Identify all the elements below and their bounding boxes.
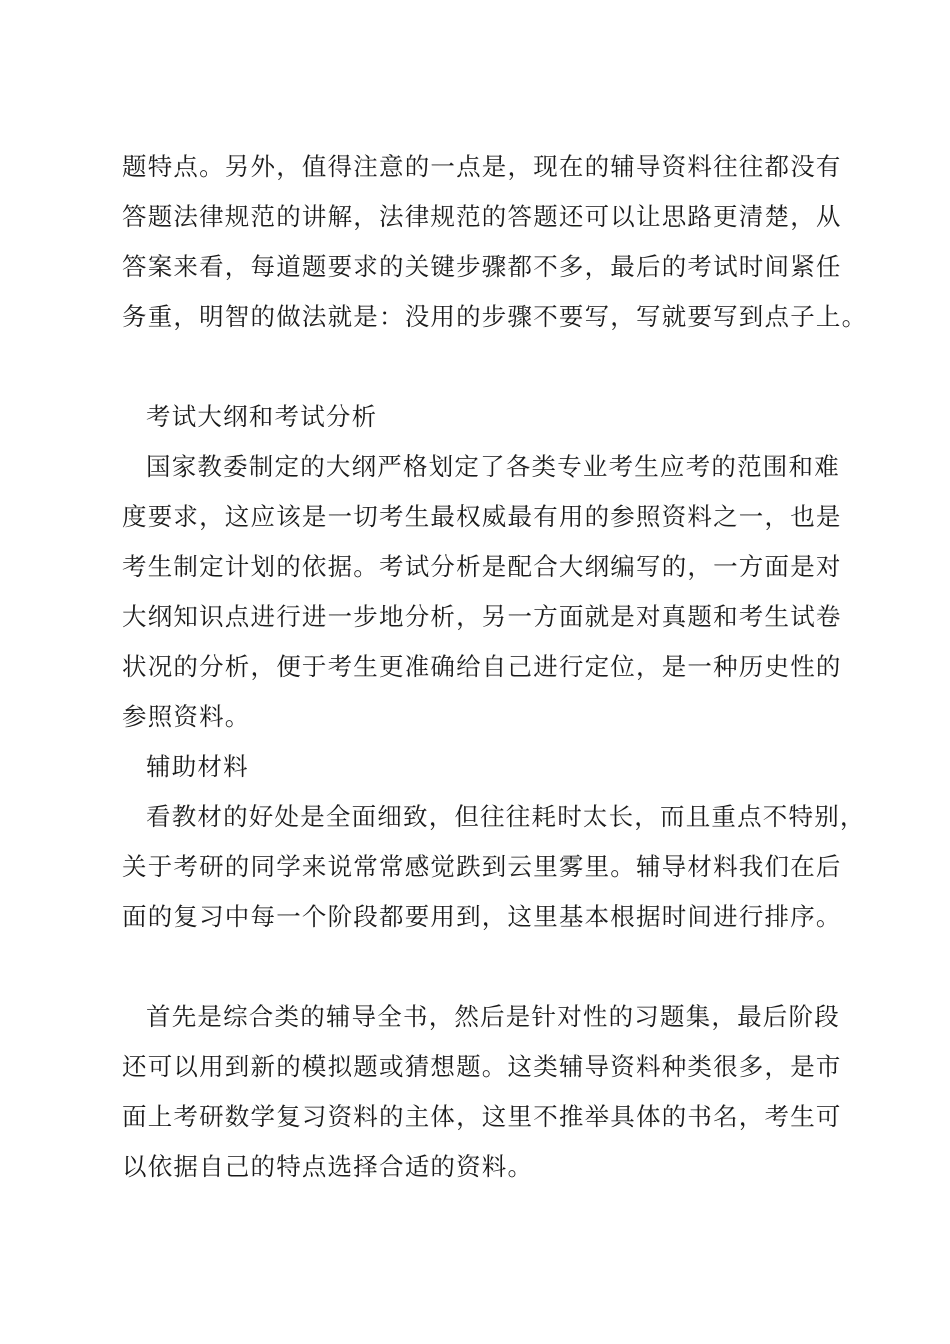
text-line: 关于考研的同学来说常常感觉跌到云里雾里。辅导材料我们在后 [122, 852, 842, 881]
text-line: 首先是综合类的辅导全书，然后是针对性的习题集，最后阶段 [146, 1002, 840, 1031]
text-line: 还可以用到新的模拟题或猜想题。这类辅导资料种类很多，是市 [122, 1052, 842, 1081]
section-heading: 辅助材料 [146, 752, 249, 781]
text-line: 度要求，这应该是一切考生最权威最有用的参照资料之一，也是 [122, 502, 842, 531]
text-line: 答题法律规范的讲解，法律规范的答题还可以让思路更清楚，从 [122, 202, 842, 231]
text-line: 以依据自己的特点选择合适的资料。 [122, 1152, 534, 1181]
text-line: 面的复习中每一个阶段都要用到，这里基本根据时间进行排序。 [122, 902, 842, 931]
text-line: 答案来看，每道题要求的关键步骤都不多，最后的考试时间紧任 [122, 252, 842, 281]
text-line: 看教材的好处是全面细致，但往往耗时太长，而且重点不特别， [146, 802, 866, 831]
text-line: 面上考研数学复习资料的主体，这里不推举具体的书名，考生可 [122, 1102, 842, 1131]
text-line: 国家教委制定的大纲严格划定了各类专业考生应考的范围和难 [146, 452, 840, 481]
text-line: 务重，明智的做法就是：没用的步骤不要写，写就要写到点子上。 [122, 302, 868, 331]
text-line: 大纲知识点进行进一步地分析，另一方面就是对真题和考生试卷 [122, 602, 842, 631]
text-line: 状况的分析，便于考生更准确给自己进行定位，是一种历史性的 [122, 652, 842, 681]
text-line: 考生制定计划的依据。考试分析是配合大纲编写的，一方面是对 [122, 552, 842, 581]
text-line: 题特点。另外，值得注意的一点是，现在的辅导资料往往都没有 [122, 152, 842, 181]
section-heading: 考试大纲和考试分析 [146, 402, 378, 431]
text-line: 参照资料。 [122, 702, 251, 731]
